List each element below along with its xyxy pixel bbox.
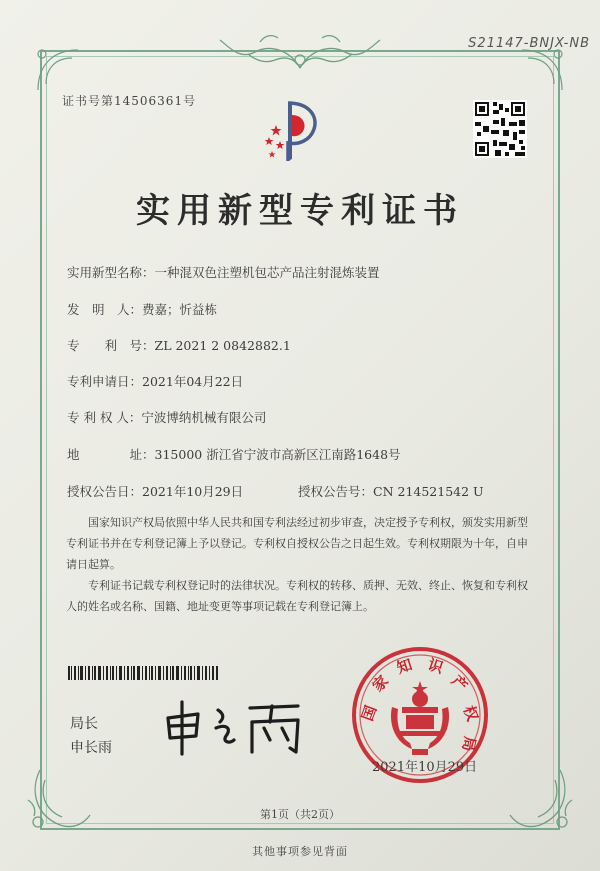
seal-date: 2021年10月29日 [372, 760, 478, 775]
svg-text:权: 权 [459, 703, 482, 724]
paragraph-grant-statement: 国家知识产权局依照中华人民共和国专利法经过初步审查，决定授予专利权，颁发实用新型专利证书并在专利登记簿上予以登记。专利权自授权公告之日起生效。专利权期限为十年，自申请日起算。 [66, 516, 528, 571]
director-title: 局长 [70, 716, 98, 732]
field-label: 专 利 号： [67, 338, 155, 353]
field-label: 专 利 权 人： [67, 410, 142, 425]
field-value: 费嘉；忻益栋 [142, 302, 218, 317]
patentee-field [67, 408, 266, 426]
field-value: 宁波博纳机械有限公司 [141, 410, 267, 425]
patent-office-logo [262, 95, 322, 165]
field-value: 2021年10月29日 [142, 484, 244, 499]
svg-text:家: 家 [368, 671, 393, 696]
certificate-title: 实用新型专利证书 [136, 191, 464, 231]
director-signature [160, 696, 310, 756]
corner-ornament-bottom-right [505, 760, 580, 840]
field-label: 地 址： [67, 447, 155, 462]
top-ornament [200, 30, 400, 75]
svg-text:识: 识 [425, 655, 446, 678]
svg-text:产: 产 [447, 671, 472, 696]
grant-number-field [298, 482, 484, 500]
field-value: 315000 浙江省宁波市高新区江南路1648号 [154, 447, 401, 462]
svg-text:知: 知 [394, 655, 415, 678]
handwritten-note: S21147-BNJX-NB [468, 36, 590, 51]
barcode [68, 666, 218, 680]
field-value: 一种混双色注塑机包芯产品注射混炼装置 [154, 265, 380, 280]
svg-text:局: 局 [458, 734, 480, 753]
field-value: 2021年04月22日 [142, 374, 244, 389]
footer-note: 其他事项参见背面 [252, 845, 348, 858]
qr-code [473, 100, 527, 158]
address-field [67, 445, 401, 463]
field-label: 专利申请日： [67, 374, 143, 389]
corner-ornament-bottom-left [20, 760, 95, 840]
grant-date-field [67, 482, 243, 500]
field-label: 实用新型名称： [67, 265, 155, 280]
filing-date-field [67, 372, 243, 390]
certificate-number: 证书号第14506361号 [62, 94, 197, 108]
field-label: 授权公告日： [67, 484, 143, 499]
field-label: 发 明 人： [67, 302, 143, 317]
inventor-field [67, 300, 217, 318]
corner-ornament-top-left [28, 40, 88, 100]
field-value: CN 214521542 U [373, 484, 484, 499]
page-number: 第1页（共2页） [260, 808, 340, 821]
director-name: 申长雨 [70, 740, 112, 756]
field-label: 授权公告号： [298, 484, 374, 499]
field-value: ZL 2021 2 0842882.1 [154, 338, 291, 353]
svg-text:国: 国 [358, 703, 381, 724]
utility-model-name-field [67, 263, 380, 281]
patent-number-field [67, 336, 291, 354]
paragraph-legal-status: 专利证书记载专利权登记时的法律状况。专利权的转移、质押、无效、终止、恢复和专利权人的姓名或名称、国籍、地址变更等事项记载在专利登记簿上。 [66, 579, 528, 613]
